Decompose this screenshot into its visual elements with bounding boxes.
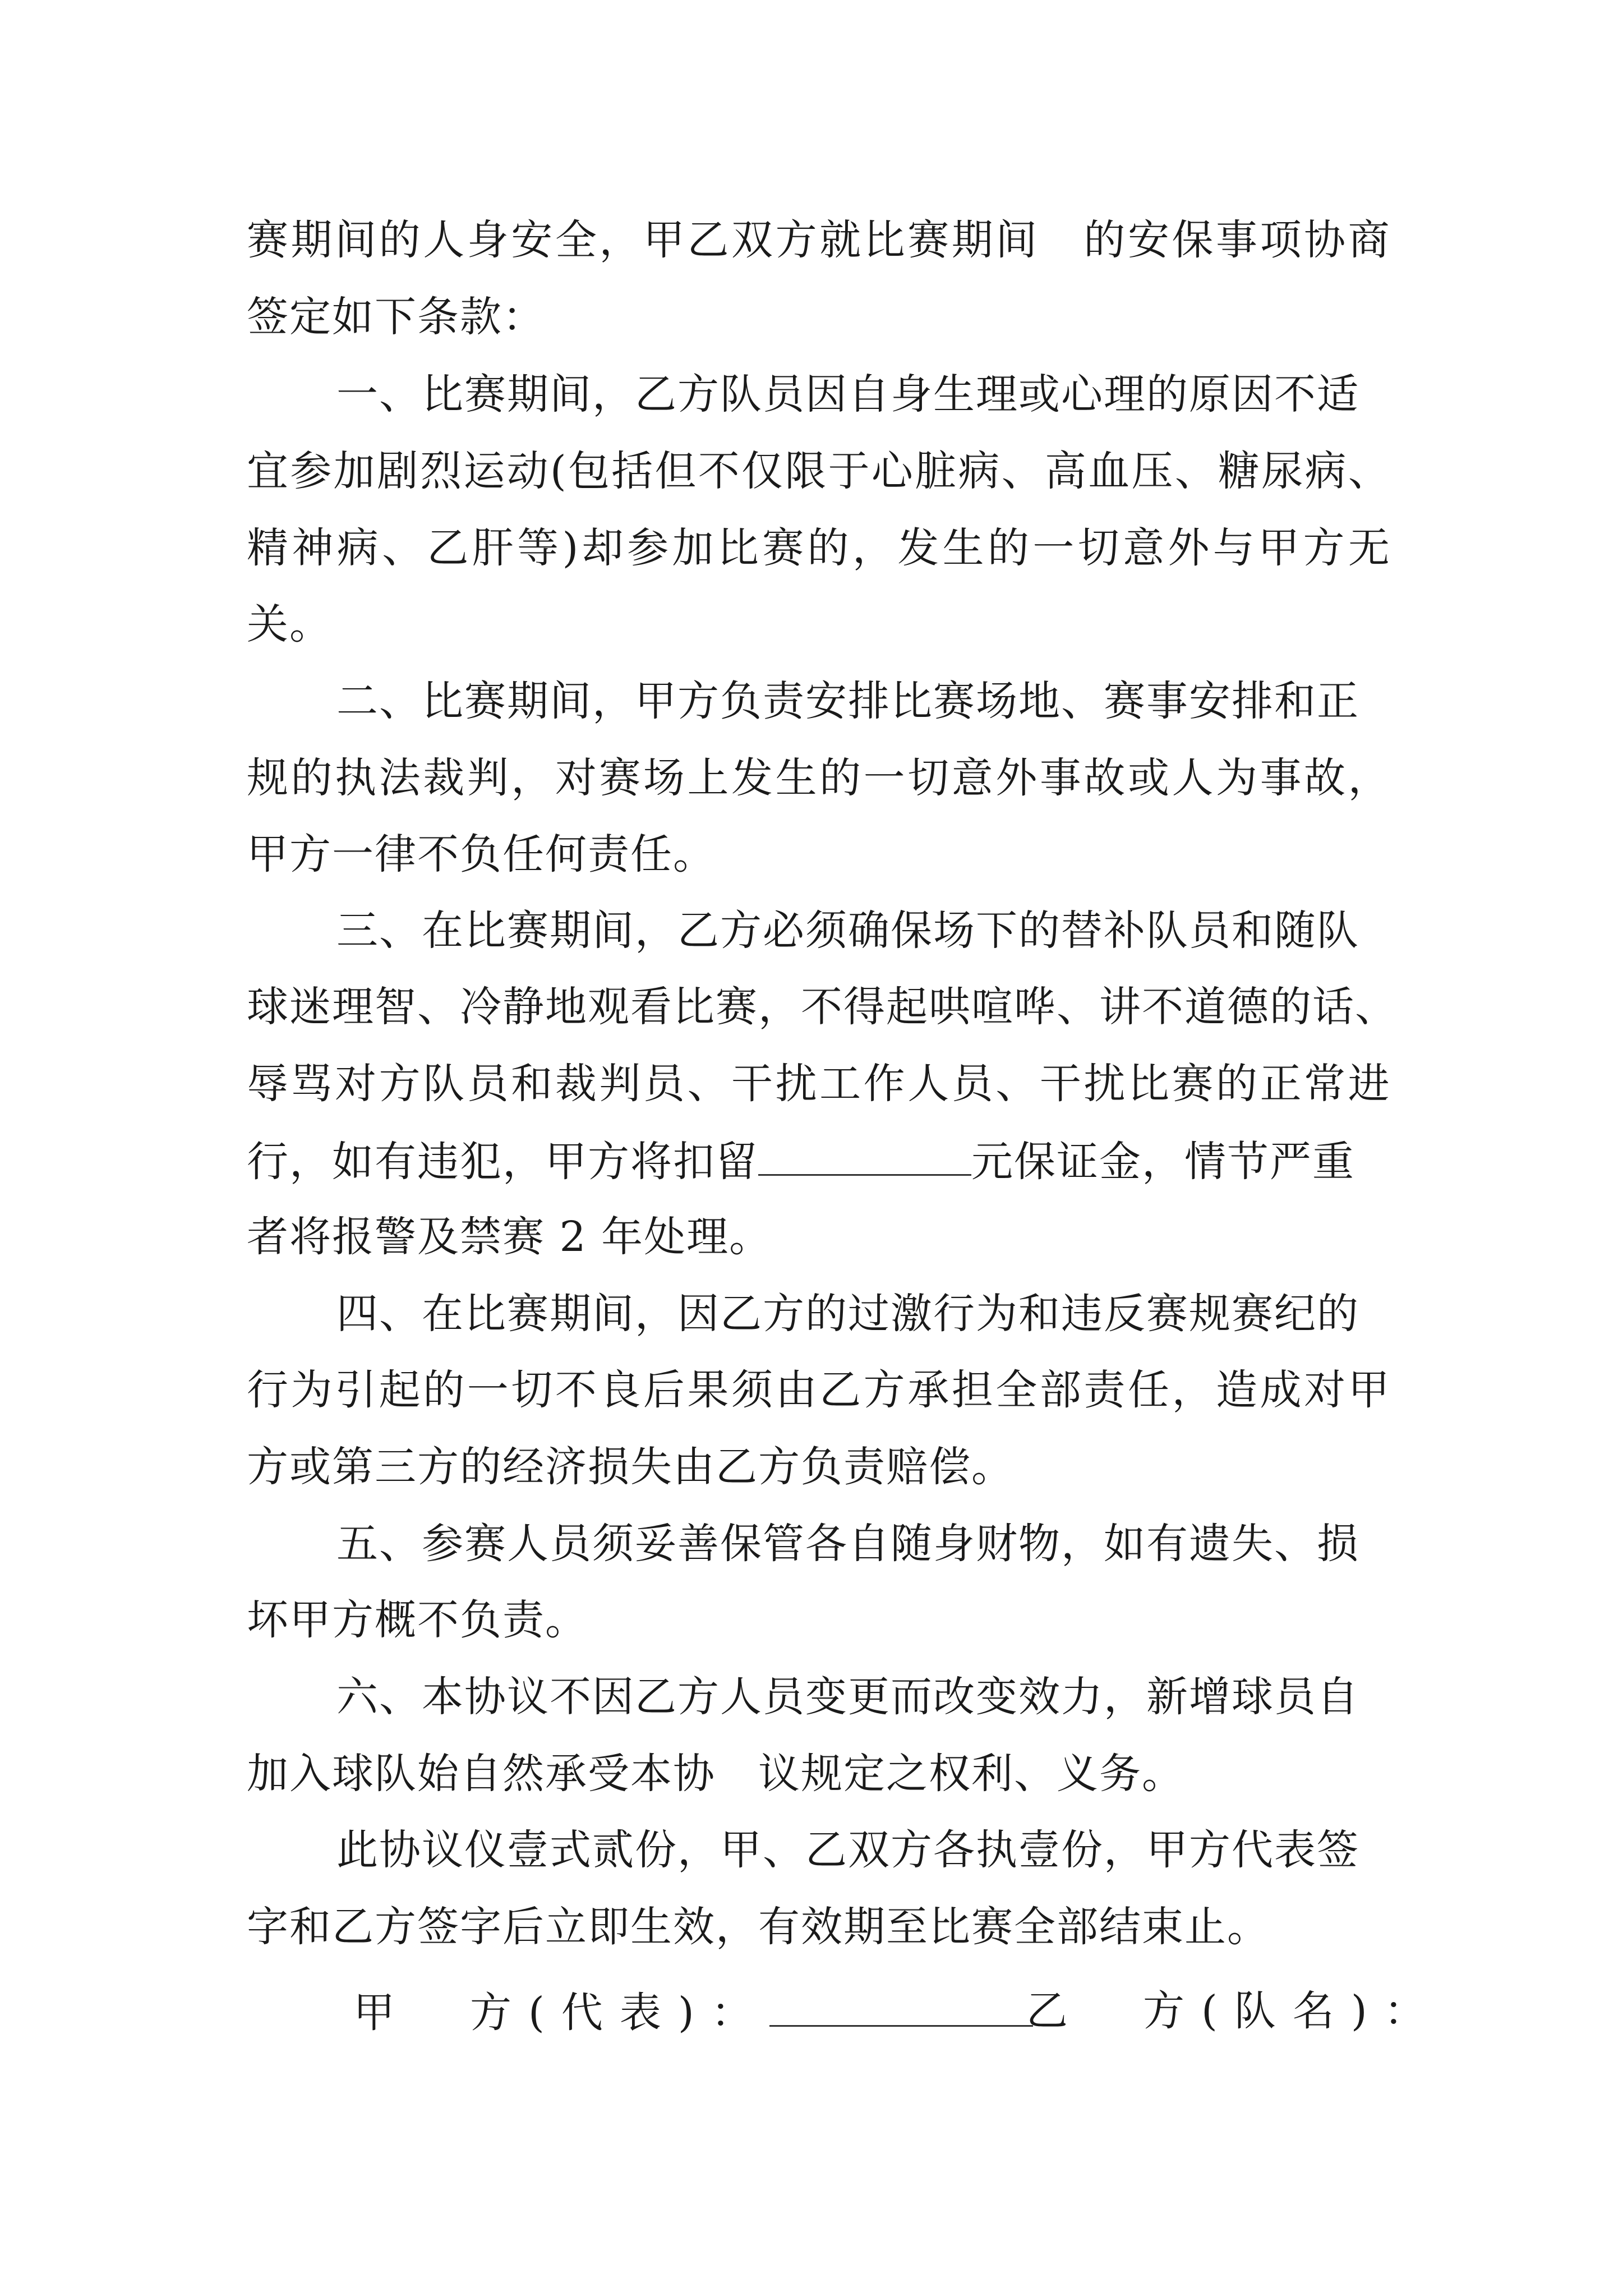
- clause-2-line-3: 甲方一律不负任何责任。: [247, 830, 716, 878]
- deposit-amount-blank: [758, 1135, 971, 1176]
- closing-line-2: 字和乙方签字后立即生效，有效期至比赛全部结束止。: [247, 1903, 1270, 1951]
- clause-3-line-1: 三、在比赛期间，乙方必须确保场下的替补队员和随队: [336, 907, 1359, 955]
- clause-1-line-2: 宜 参 加 剧 烈 运 动 ( 包 括 但 不 仅 限 于 心 脏 病 、 高 血 压 、 糖 尿 病 、: [247, 447, 1391, 495]
- party-a-label: 甲 方(代表)：: [353, 1989, 769, 2037]
- clause-4-line-3: 方或第三方的经济损失由乙方负责赔偿。: [247, 1443, 1014, 1491]
- clause-3-line-4-before: 行，如有违犯，甲方将扣留: [247, 1138, 758, 1186]
- contract-page: [247, 0, 1442, 2296]
- clause-5-line-1: 五、参赛人员须妥善保管各自随身财物，如有遗失、损: [336, 1520, 1359, 1568]
- clause-3-line-5: 者将报警及禁赛 2 年处理。: [247, 1213, 772, 1261]
- clause-1-line-3: 精 神 病 、 乙 肝 等 ) 却 参 加 比 赛 的 ， 发 生 的 一 切 意 外 与 甲 方 无: [247, 524, 1391, 572]
- clause-4-line-2: 行 为 引 起 的 一 切 不 良 后 果 须 由 乙 方 承 担 全 部 责 任 ， 造 成 对 甲: [247, 1366, 1391, 1414]
- clause-3-line-2: 球 迷 理 智 、 冷 静 地 观 看 比 赛 ， 不 得 起 哄 喧 哗 、 讲 不 道 德 的 话 、: [247, 983, 1398, 1031]
- intro-line-1: 赛 期 间 的 人 身 安 全 ， 甲 乙 双 方 就 比 赛 期 间 的 安 保 事 项 协 商: [247, 216, 1391, 264]
- clause-1-line-1: 一、比赛期间，乙方队员因自身生理或心理的原因不适: [336, 370, 1359, 418]
- party-a-signature-blank: [769, 1986, 1033, 2027]
- party-b-label: 乙 方(队名)：: [1026, 1987, 1442, 2035]
- clause-5-line-2: 坏甲方概不负责。: [247, 1596, 588, 1644]
- party-b-signature: [1026, 1986, 1442, 2036]
- intro-line-2: 签定如下条款：: [247, 293, 545, 341]
- clause-6-line-2: 加入球队始自然承受本协 议规定之权利、义务。: [247, 1750, 1184, 1798]
- clause-4-line-1: 四、在比赛期间，因乙方的过激行为和违反赛规赛纪的: [336, 1290, 1359, 1338]
- clause-3-line-3: 辱 骂 对 方 队 员 和 裁 判 员 、 干 扰 工 作 人 员 、 干 扰 比 赛 的 正 常 进: [247, 1060, 1391, 1108]
- clause-3-line-4: [247, 1135, 1355, 1185]
- party-a-signature: [353, 1986, 1033, 2036]
- clause-3-line-4-after: 元保证金，情节严重: [971, 1138, 1355, 1186]
- clause-2-line-1: 二、比赛期间，甲方负责安排比赛场地、赛事安排和正: [336, 677, 1359, 725]
- closing-line-1: 此协议仪壹式贰份，甲、乙双方各执壹份，甲方代表签: [336, 1826, 1359, 1874]
- clause-1-line-4: 关。: [247, 600, 332, 648]
- clause-6-line-1: 六、本协议不因乙方人员变更而改变效力，新增球员自: [336, 1673, 1359, 1721]
- clause-2-line-2: 规 的 执 法 裁 判 ， 对 赛 场 上 发 生 的 一 切 意 外 事 故 或 人 为 事 故 ，: [247, 754, 1391, 802]
